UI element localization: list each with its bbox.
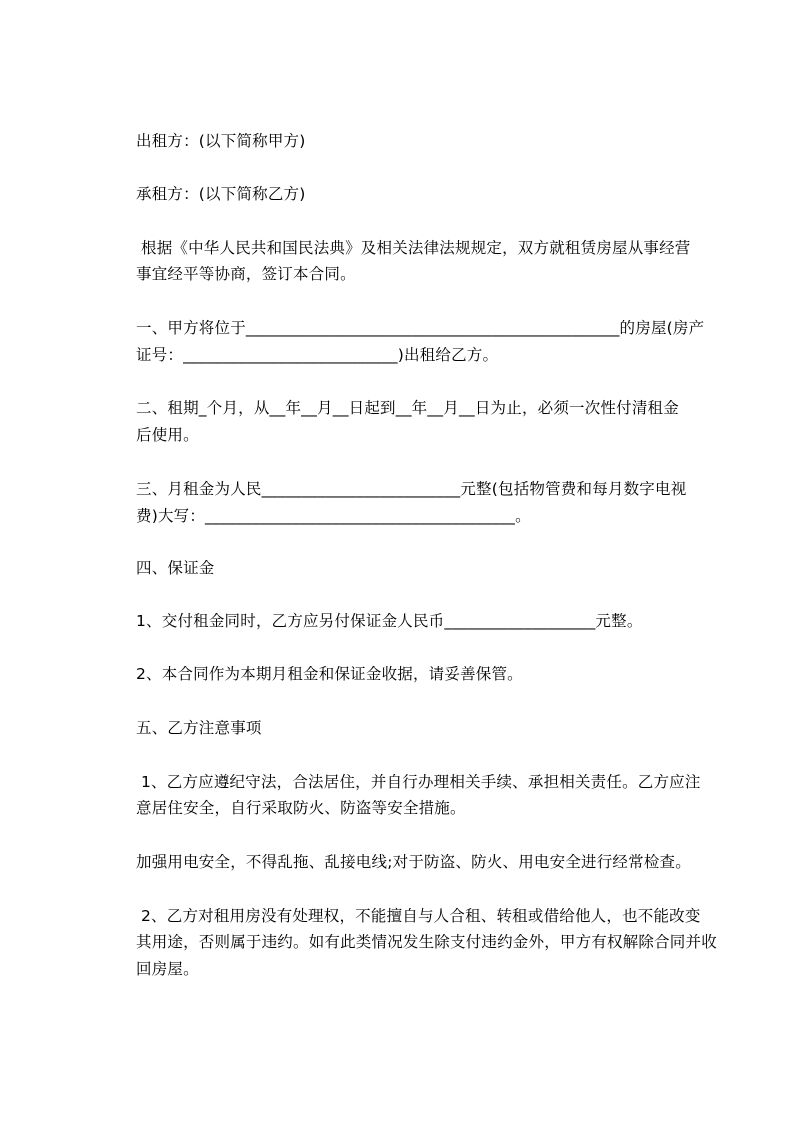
notes-item-2-line-1: 2、乙方对租用房没有处理权，不能擅自与人合租、转租或借给他人，也不能改变 xyxy=(141,907,701,925)
clause-2-line-1: 二、租期_个月，从__年__月__日起到__年__月__日为止，必须一次性付清租金 xyxy=(136,399,679,417)
notes-item-1-line-2: 意居住安全，自行采取防火、防盗等安全措施。 xyxy=(136,799,466,817)
clause-1-line-1: 一、甲方将位于_______________________________________________的房屋(房产 xyxy=(136,319,705,337)
clause-1-line-2: 证号：___________________________)出租给乙方。 xyxy=(136,346,499,364)
intro-paragraph-line-1: 根据《中华人民共和国民法典》及相关法律法规规定，双方就租赁房屋从事经营 xyxy=(141,239,691,257)
notes-item-1-line-1: 1、乙方应遵纪守法，合法居住，并自行办理相关手续、承担相关责任。乙方应注 xyxy=(141,773,701,791)
notes-item-1-line-3: 加强用电安全，不得乱拖、乱接电线;对于防盗、防火、用电安全进行经常检查。 xyxy=(136,853,691,871)
notes-item-2-line-2: 其用途，否则属于违约。如有此类情况发生除支付违约金外，甲方有权解除合同并收 xyxy=(136,933,717,951)
deposit-item-2: 2、本合同作为本期月租金和保证金收据，请妥善保管。 xyxy=(136,665,523,683)
notes-item-2-line-3: 回房屋。 xyxy=(136,960,199,978)
notes-heading: 五、乙方注意事项 xyxy=(136,719,262,737)
deposit-heading: 四、保证金 xyxy=(136,559,215,577)
lessor-line: 出租方：(以下简称甲方) xyxy=(136,132,306,150)
intro-paragraph-line-2: 事宜经平等协商，签订本合同。 xyxy=(136,265,356,283)
deposit-item-1: 1、交付租金同时，乙方应另付保证金人民币___________________元整。 xyxy=(136,612,643,630)
clause-2-line-2: 后使用。 xyxy=(136,426,199,444)
clause-3-line-1: 三、月租金为人民_________________________元整(包括物管费和每月数字电视 xyxy=(136,480,687,498)
lessee-line: 承租方：(以下简称乙方) xyxy=(136,185,306,203)
clause-3-line-2: 费)大写：_______________________________________。 xyxy=(136,507,531,525)
